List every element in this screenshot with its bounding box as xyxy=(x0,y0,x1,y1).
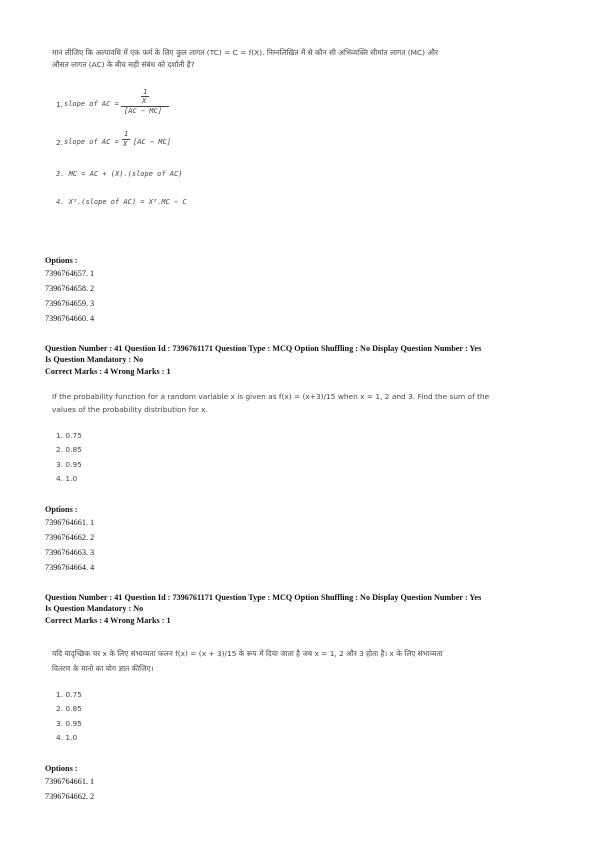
q2-text-line-2: values of the probability distribution for x. xyxy=(52,405,208,414)
q1-opt1-num-top: 1 xyxy=(143,88,148,96)
q3-choice-2: 2. 0.85 xyxy=(56,704,82,713)
q1-option-4: 4. X².(slope of AC) = X².MC − C xyxy=(56,198,187,206)
q2-meta-line-3: Correct Marks : 4 Wrong Marks : 1 xyxy=(45,367,171,376)
q2-option-id-2: 7396764662. 2 xyxy=(45,533,95,542)
q1-option-3: 3. MC = AC + (X).(slope of AC) xyxy=(56,170,183,178)
q3-meta-line-1: Question Number : 41 Question Id : 7396761171 Question Type : MCQ Option Shuffling : No Display Question Number : Yes xyxy=(45,593,482,602)
q1-opt1-lhs: slope of AC = xyxy=(64,100,119,108)
q2-choice-3: 3. 0.95 xyxy=(56,460,82,469)
q2-meta-line-1: Question Number : 41 Question Id : 7396761171 Question Type : MCQ Option Shuffling : No Display Question Number : Yes xyxy=(45,344,482,353)
q1-opt2-lhs: slope of AC = xyxy=(64,138,119,146)
q2-choice-1: 1. 0.75 xyxy=(56,431,82,440)
q1-opt1-prefix: 1. xyxy=(56,100,64,109)
q1-opt2-rhs: [AC − MC] xyxy=(133,138,171,146)
q1-opt1-num-bottom: X xyxy=(142,97,147,105)
q2-choice-2: 2. 0.85 xyxy=(56,445,82,454)
q3-choice-3: 3. 0.95 xyxy=(56,719,82,728)
q1-opt1-den: [AC − MC] xyxy=(124,107,162,115)
q2-choice-4: 4. 1.0 xyxy=(56,474,78,483)
q1-opt2-frac-den: X xyxy=(123,140,128,148)
q2-options-heading: Options : xyxy=(45,505,78,514)
q1-options-heading: Options : xyxy=(45,256,78,265)
q1-text-line-2: औसत लागत (AC) के बीच सही संबंध को दर्शाती है? xyxy=(52,60,195,69)
q3-option-id-2: 7396764662. 2 xyxy=(45,792,95,801)
q3-meta-line-3: Correct Marks : 4 Wrong Marks : 1 xyxy=(45,616,171,625)
q2-option-id-3: 7396764663. 3 xyxy=(45,548,95,557)
q1-text-line-1: मान लीजिए कि अल्पावधि में एक फर्म के लिए कुल लागत (TC) = C = f(X). निम्नलिखित में से कौन सी अभिव्यक्ति सीमांत लागत (MC) और xyxy=(52,48,439,57)
q3-choice-4: 4. 1.0 xyxy=(56,733,78,742)
q3-text-line-1: यदि यादृच्छिक चर x के लिए संभाव्यता फलन f(x) = (x + 3)/15 के रूप में दिया जाता है जब x = 1, 2 और 3 होता है। x के लिए संभाव्यता xyxy=(52,649,443,658)
q2-text-line-1: If the probability function for a random variable x is given as f(x) = (x+3)/15 when x = 1, 2 and 3. Find the sum of the xyxy=(52,392,490,401)
q3-options-heading: Options : xyxy=(45,764,78,773)
q1-opt2-prefix: 2. xyxy=(56,138,64,147)
q3-option-id-1: 7396764661. 1 xyxy=(45,777,95,786)
q2-option-id-4: 7396764664. 4 xyxy=(45,563,95,572)
q3-choice-1: 1. 0.75 xyxy=(56,690,82,699)
q3-text-line-2: वितरण के मानो का योग ज्ञात कीजिए। xyxy=(52,664,154,673)
q2-option-id-1: 7396764661. 1 xyxy=(45,518,95,527)
q1-option-id-4: 7396764660. 4 xyxy=(45,314,95,323)
q1-option-id-2: 7396764658. 2 xyxy=(45,284,95,293)
q2-meta-line-2: Is Question Mandatory : No xyxy=(45,355,144,364)
q1-option-id-3: 7396764659. 3 xyxy=(45,299,95,308)
q1-opt2-frac-num: 1 xyxy=(124,130,129,138)
q3-meta-line-2: Is Question Mandatory : No xyxy=(45,604,144,613)
q1-option-id-1: 7396764657. 1 xyxy=(45,269,95,278)
